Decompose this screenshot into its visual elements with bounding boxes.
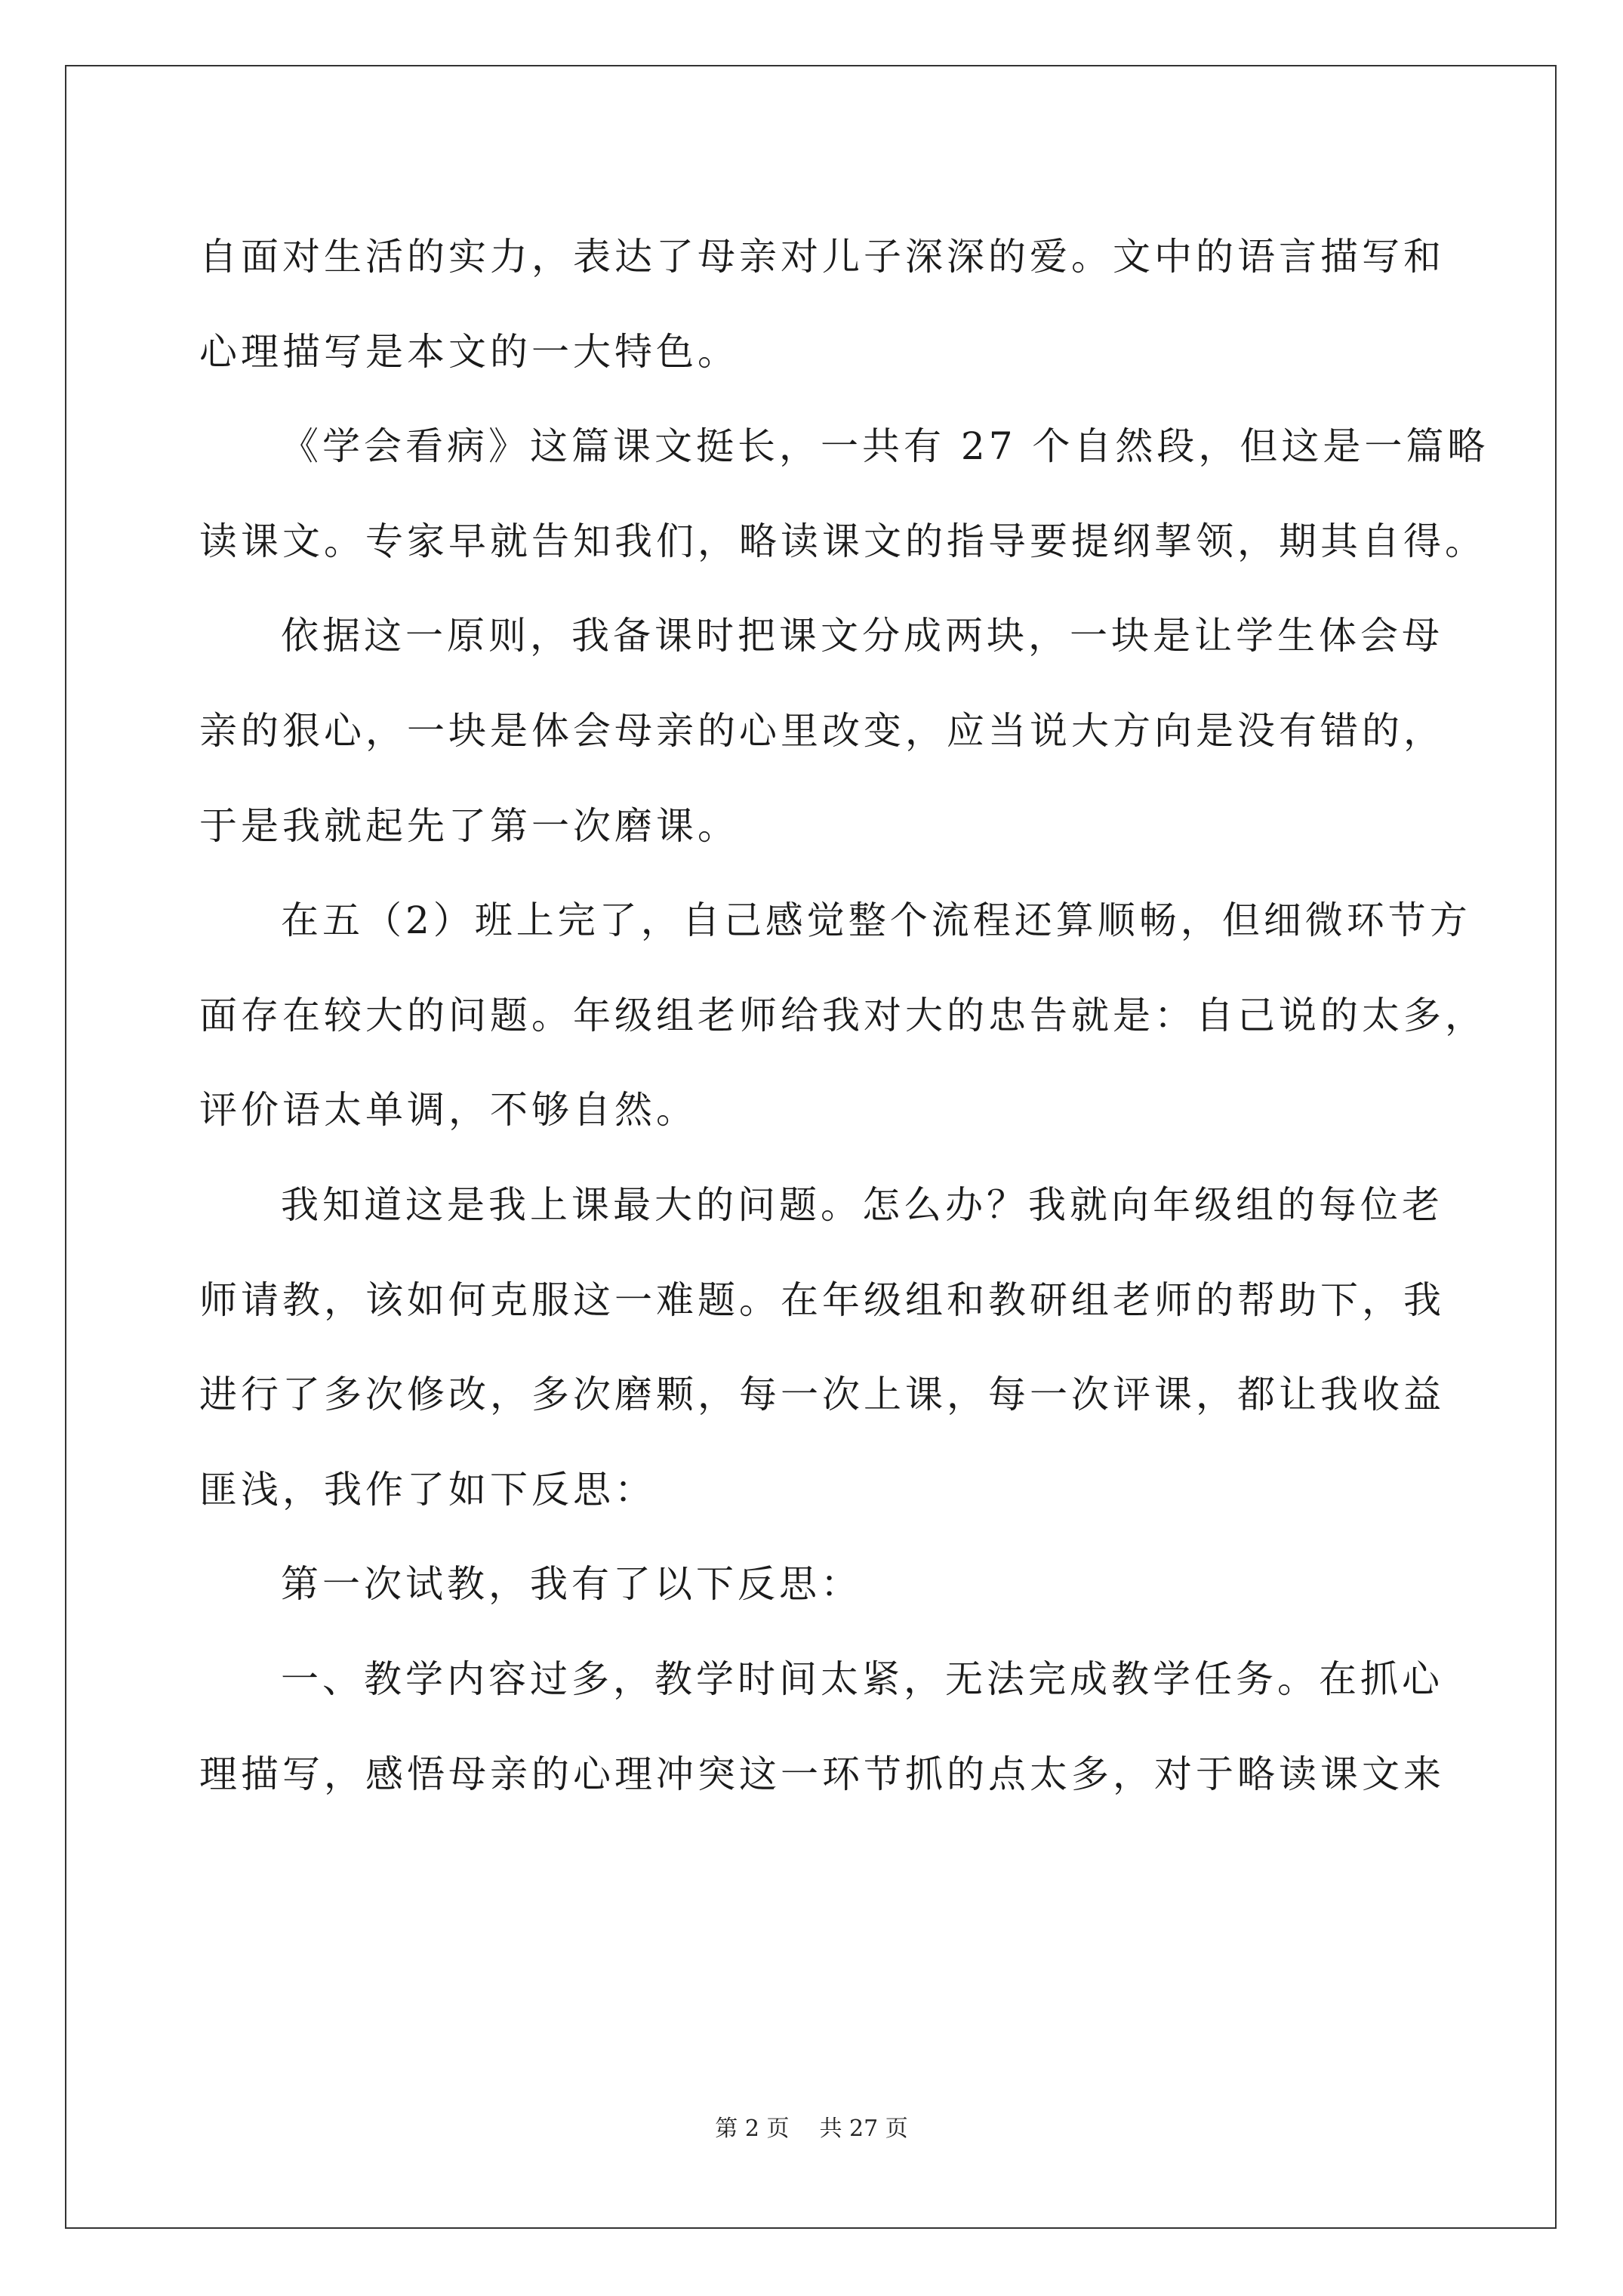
text-line: 在五（2）班上完了，自己感觉整个流程还算顺畅，但细微环节方 [281, 898, 1471, 942]
text-line: 自面对生活的实力，表达了母亲对儿子深深的爱。文中的语言描写和 [199, 235, 1445, 279]
text-line: 评价语太单调，不够自然。 [199, 1088, 698, 1132]
text-line: 匪浅，我作了如下反思： [199, 1468, 656, 1512]
text-line: 《学会看病》这篇课文挺长，一共有 27 个自然段，但这是一篇略 [281, 424, 1489, 468]
text-line: 我知道这是我上课最大的问题。怎么办？我就向年级组的每位老 [281, 1183, 1443, 1227]
page-number: 第 2 页 [715, 2116, 790, 2142]
text-line: 理描写，感悟母亲的心理冲突这一环节抓的点太多，对于略读课文来 [199, 1752, 1445, 1796]
text-line: 读课文。专家早就告知我们，略读课文的指导要提纲挈领，期其自得。 [199, 519, 1486, 563]
text-line: 依据这一原则，我备课时把课文分成两块，一块是让学生体会母 [281, 614, 1443, 658]
text-line: 面存在较大的问题。年级组老师给我对大的忠告就是：自己说的太多， [199, 994, 1486, 1037]
text-line: 师请教，该如何克服这一难题。在年级组和教研组老师的帮助下，我 [199, 1278, 1445, 1322]
page-border [65, 65, 1557, 2229]
page-footer [0, 2114, 1623, 2144]
text-line: 亲的狠心，一块是体会母亲的心里改变，应当说大方向是没有错的， [199, 709, 1445, 753]
text-line: 心理描写是本文的一大特色。 [199, 330, 739, 374]
text-line: 进行了多次修改，多次磨颗，每一次上课，每一次评课，都让我收益 [199, 1373, 1445, 1416]
page-total: 共 27 页 [819, 2116, 908, 2142]
text-line: 于是我就起先了第一次磨课。 [199, 804, 739, 848]
text-line: 第一次试教，我有了以下反思： [281, 1562, 862, 1606]
text-line: 一、教学内容过多，教学时间太紧，无法完成教学任务。在抓心 [281, 1657, 1443, 1701]
